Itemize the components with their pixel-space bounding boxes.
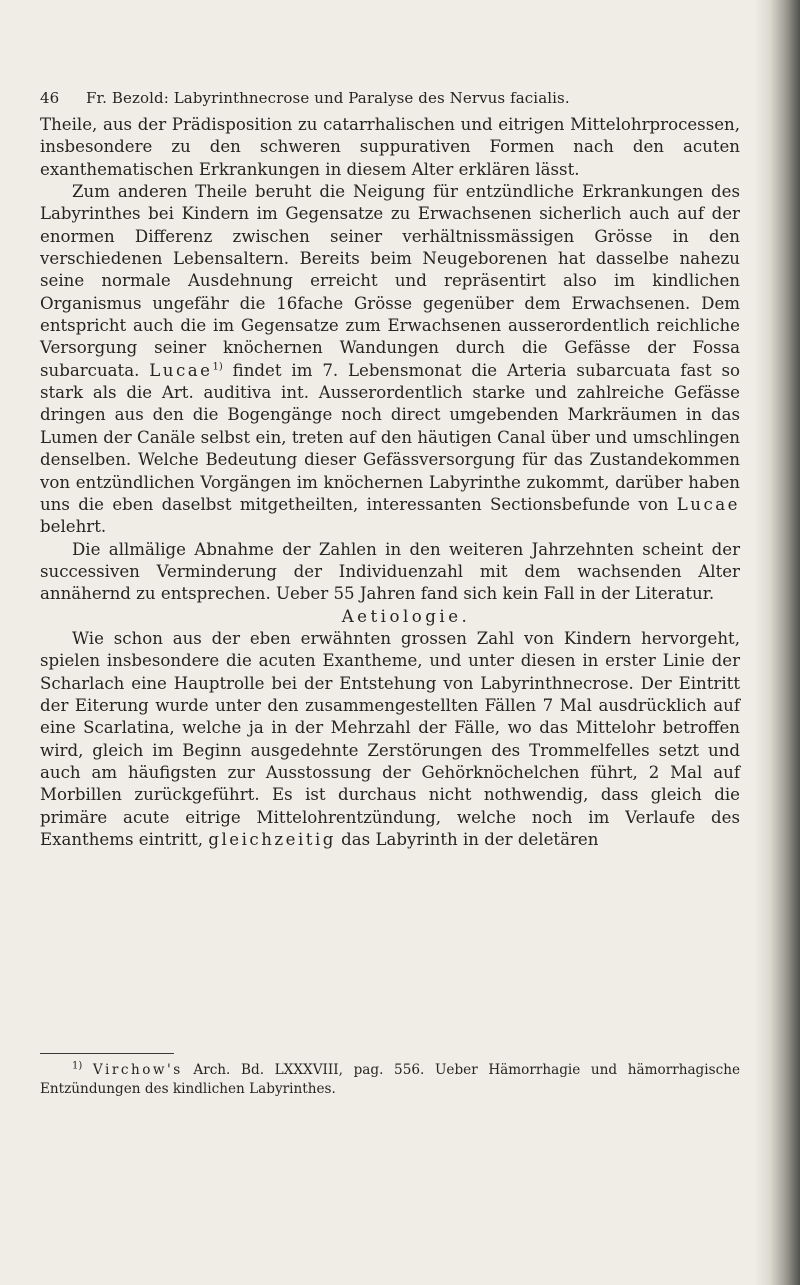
paragraph-4-text-a: Wie schon aus der eben erwähnten grossen Zahl von Kindern hervorgeht, spielen insbesondere die acuten Exantheme, und unter diesen in erster Linie der Scharlach eine Hauptrolle bei der Entstehung von Labyrinthnecrose. Der Eintritt der Eiterung wurde unter den zusammengestellten Fällen 7 Mal ausdrücklich auf eine Scarlatina, welche ja in der Mehrzahl der Fälle, wo das Mittelohr betroffen wird, gleich im Beginn ausgedehnte Zerstörungen des Trommelfelles setzt und auch am häufigsten zur Ausstossung der Gehörknöchelchen führt, 2 Mal auf Morbillen zurückgeführt. Es ist durchaus nicht nothwendig, dass gleich die primäre acute eitrige Mittelohrentzündung, welche noch im Verlaufe des Exanthems eintritt,: [40, 628, 740, 849]
paragraph-2-text-a: Zum anderen Theile beruht die Neigung für entzündliche Erkrankungen des Labyrinthes bei Kindern im Gegensatze zu Erwachsenen sicherlich auch auf der enormen Differenz zwischen seiner verhältnissmässigen Grösse in den verschiedenen Lebensaltern. Bereits beim Neugeborenen hat dasselbe nahezu seine normale Ausdehnung erreicht und repräsentirt also im kindlichen Organismus ungefähr die 16fache Grösse gegenüber dem Erwachsenen. Dem entspricht auch die im Gegensatze zum Erwachsenen ausserordentlich reichliche Versorgung seiner knöchernen Wandungen durch die Gefässe der Fossa subarcuata.: [40, 182, 740, 380]
running-title: Fr. Bezold: Labyrinthnecrose und Paralyse des Nervus facialis.: [86, 89, 570, 107]
author-name-lucae-2: Lucae: [676, 494, 740, 514]
paragraph-4: [40, 628, 740, 851]
paragraph-3-text: Die allmälige Abnahme der Zahlen in den weiteren Jahrzehnten scheint der successiven Verminderung der Individuenzahl mit dem wachsenden Alter annähernd zu entsprechen. Ueber 55 Jahren fand sich kein Fall in der Literatur.: [40, 539, 740, 604]
footnote-author: Virchow's: [92, 1062, 183, 1078]
paragraph-1-text: Theile, aus der Prädisposition zu catarrhalischen und eitrigen Mittelohrprocessen, insbesondere zu den schweren suppurativen Formen nach den acuten exanthematischen Erkrankungen in diesem Alter erklären lässt.: [40, 115, 740, 179]
footnote-divider: [40, 1053, 174, 1054]
book-spine-shadow: [754, 0, 800, 1285]
paragraph-4-text-b: das Labyrinth in der deletären: [341, 830, 599, 849]
footnote-mark: 1): [72, 1060, 83, 1072]
page-number: 46: [40, 89, 60, 107]
paragraph-1: [40, 114, 740, 181]
author-name-lucae: Lucae: [149, 360, 213, 380]
paragraph-2-text-b: findet im 7. Lebensmonat die Arteria subarcuata fast so stark als die Art. auditiva int. Ausserordentlich starke und zahlreiche Gefässe dringen aus den die Bogengänge noch direct umgebenden Markräumen in das Lumen der Canäle selbst ein, treten auf den häutigen Canal über und umschlingen denselben. Welche Bedeutung dieser Gefässversorgung für das Zustandekommen von entzündlichen Vorgängen im knöchernen Labyrinthe zukommt, darüber haben uns die eben daselbst mitgetheilten, interessanten Sectionsbefunde von: [40, 360, 740, 514]
paragraph-2: [40, 181, 740, 539]
footnote-reference: 1): [212, 361, 223, 373]
footnote-text: Arch. Bd. LXXXVIII, pag. 556. Ueber Hämorrhagie und hämorrhagische Entzündungen des kindlichen Labyrinthes.: [40, 1062, 740, 1097]
paragraph-3: [40, 539, 740, 606]
emphasis-gleichzeitig: gleichzeitig: [208, 830, 336, 849]
section-heading: Aetiologie.: [341, 606, 471, 626]
running-header: [40, 89, 740, 111]
paragraph-2-text-c: belehrt.: [40, 517, 107, 537]
footnote: [40, 1061, 740, 1099]
body-text: [40, 114, 740, 851]
